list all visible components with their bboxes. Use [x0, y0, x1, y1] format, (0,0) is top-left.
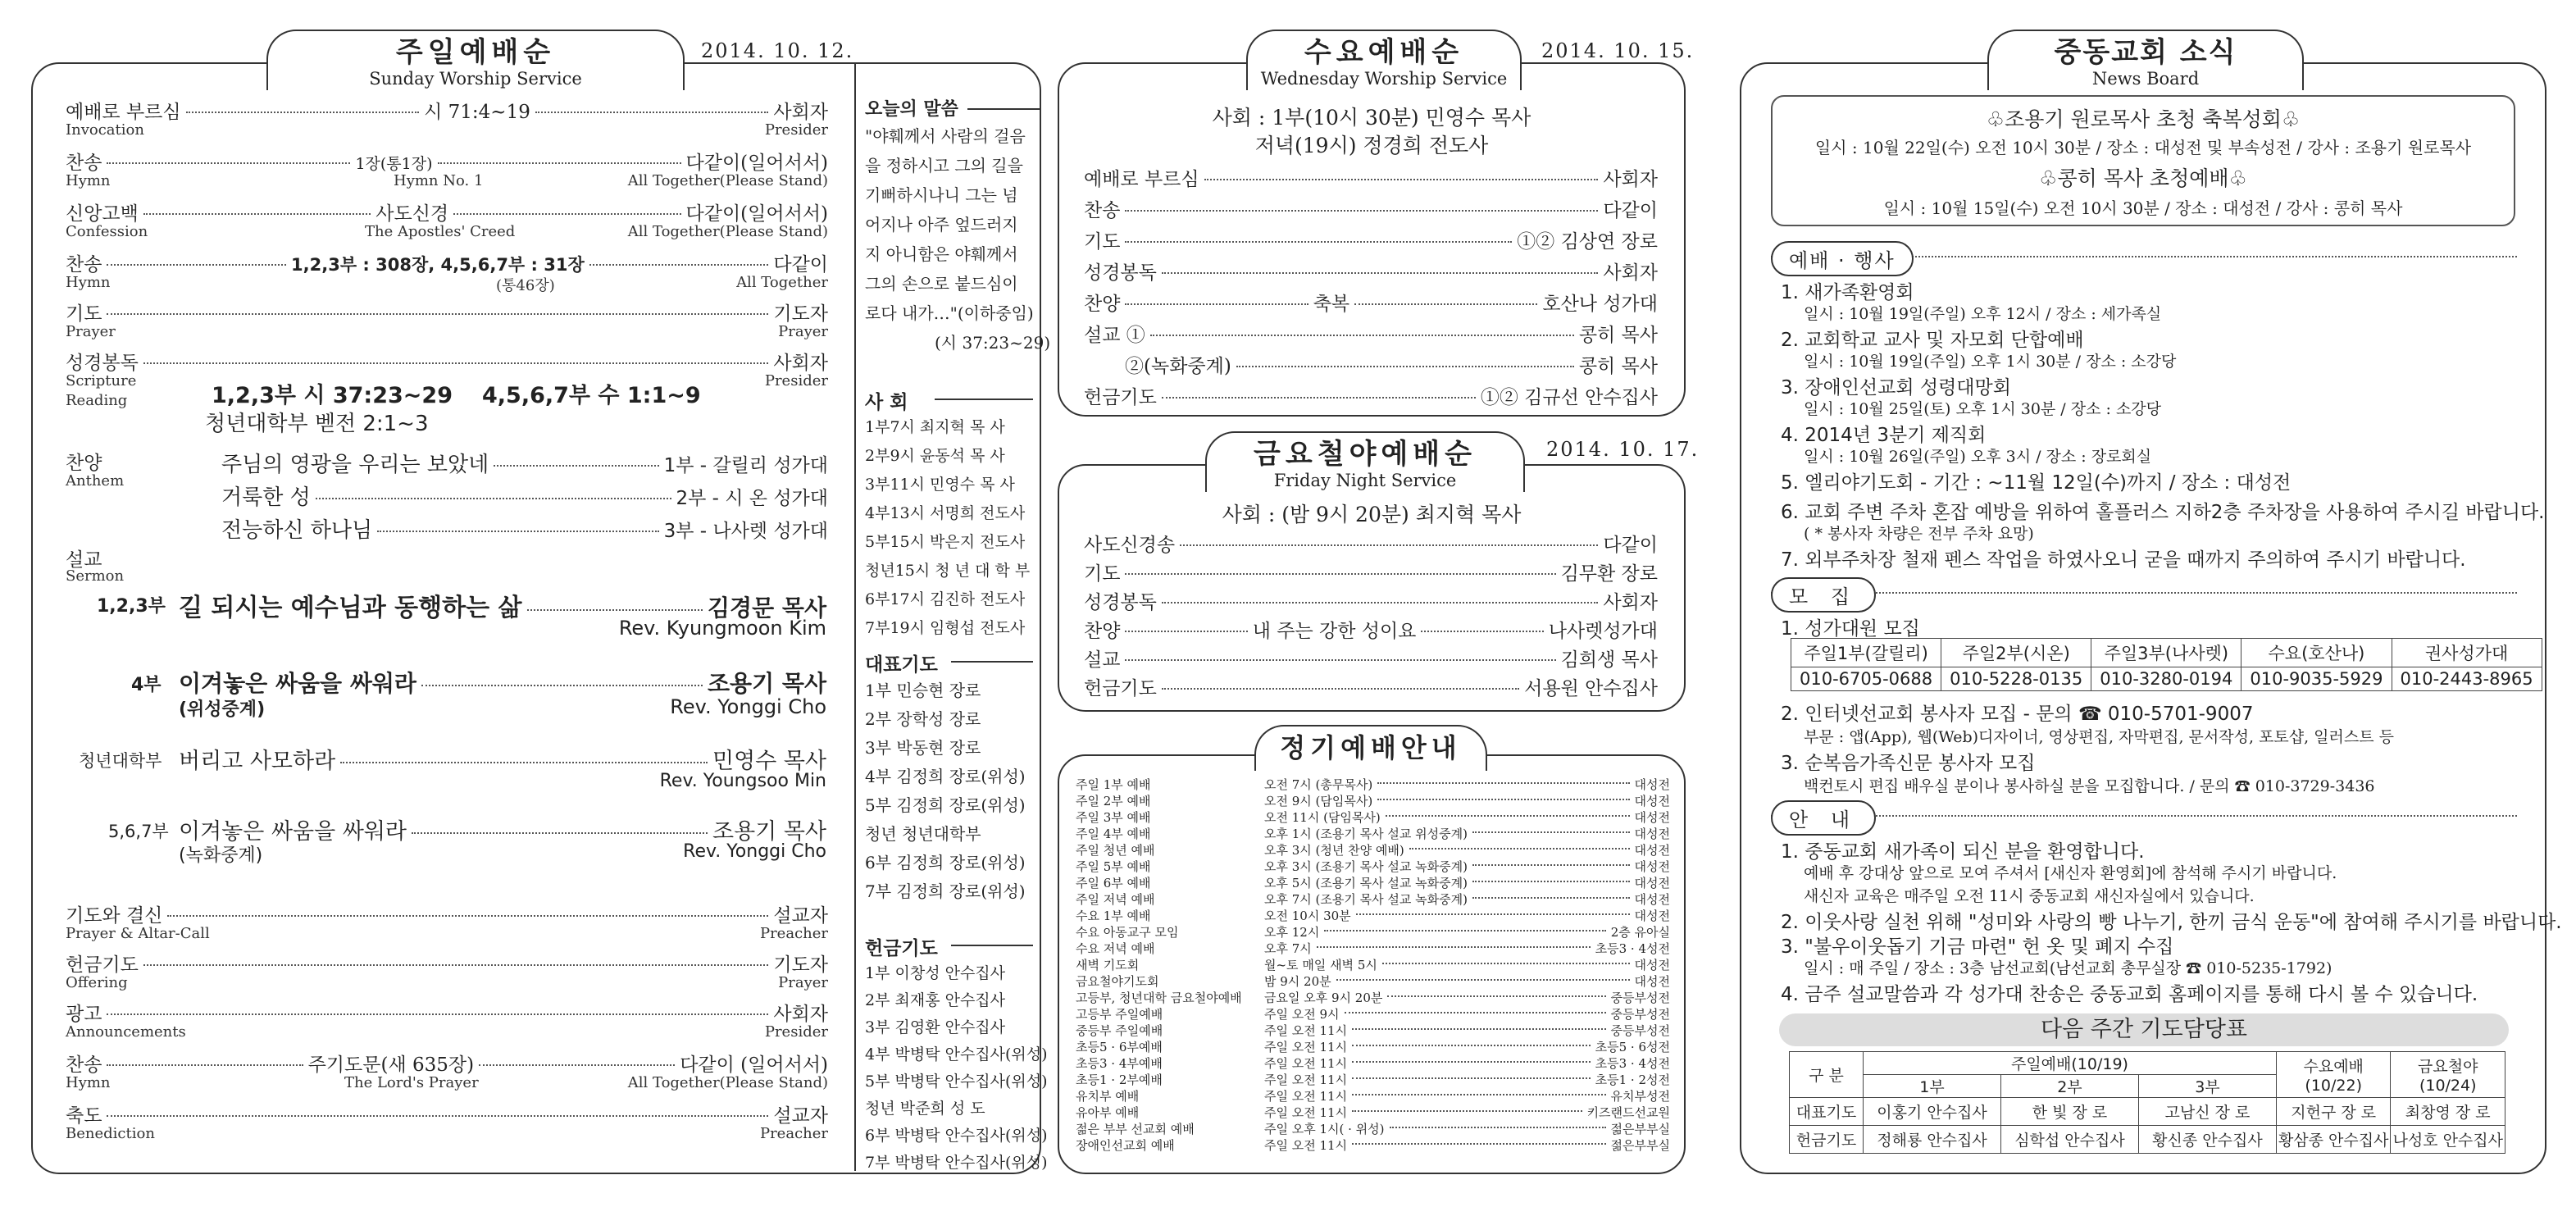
side-line: 5부 김정희 장로(위성) [865, 795, 1026, 815]
order-row [1084, 530, 1658, 557]
schedule-time: 주일 오전 11시 [1264, 1073, 1348, 1087]
schedule-name: 주일 3부 예배 [1076, 810, 1151, 825]
choir-tel-cell: 010-5228-0135 [1941, 667, 2091, 691]
event-detail: 일시 : 10월 26일(주일) 오후 3시 / 장소 : 장로회실 [1804, 448, 2152, 466]
friday-title-tab: 금요철야예배순 Friday Night Service [1205, 431, 1525, 492]
dot-leader [1162, 688, 1519, 690]
schedule-time: 오전 11시 (담임목사) [1264, 810, 1381, 825]
order-right: 김희생 목사 [1560, 649, 1658, 671]
event-title: 2. 교회학교 교사 및 자모회 단합예배 [1781, 330, 2084, 351]
schedule-name: 수요 아동교구 모임 [1076, 925, 1179, 940]
schedule-place: 초등3 · 4성전 [1595, 941, 1670, 956]
schedule-row [1076, 792, 1670, 809]
duty-cell: 정해룡 안수집사 [1864, 1126, 2001, 1154]
dot-leader [1352, 1045, 1591, 1046]
schedule-place: 대성전 [1634, 794, 1670, 808]
side-line: 2부 장학성 장로 [865, 709, 981, 729]
duty-cell: 헌금기도 [1790, 1126, 1864, 1154]
choir-tel-cell: 010-6705-0688 [1791, 667, 1941, 691]
dot-leader [1352, 1077, 1591, 1079]
schedule-time: 오후 7시 [1264, 941, 1312, 956]
event-detail: 일시 : 10월 19일(주일) 오후 12시 / 장소 : 세가족실 [1804, 305, 2162, 323]
dot-leader [1236, 366, 1574, 367]
schedule-place: 대성전 [1634, 909, 1670, 923]
order-right: 콩히 목사 [1578, 356, 1658, 377]
dot-leader [1125, 241, 1512, 243]
schedule-name: 주일 청년 예배 [1076, 843, 1155, 858]
schedule-time: 오전 7시 (총무목사) [1264, 777, 1373, 792]
schedule-row [1076, 1005, 1670, 1023]
dot-leader [1125, 303, 1308, 305]
side-line: 지 아니함은 야훼께서 [865, 244, 1018, 264]
choir-head-cell: 주일2부(시온) [1941, 639, 2091, 667]
schedule-name: 유치부 예배 [1076, 1089, 1140, 1104]
order-row [1084, 289, 1658, 316]
order-label: 기도 [1084, 563, 1121, 585]
friday-date: 2014. 10. 17. [1546, 438, 1700, 461]
duty-cell: 황삼종 안수집사 [2276, 1126, 2391, 1154]
dot-leader [1352, 1094, 1605, 1095]
order-row [1084, 616, 1658, 643]
side-line: 4부 박병탁 안수집사(위성) [865, 1045, 1048, 1064]
schedule-place: 초등5 · 6성전 [1595, 1040, 1670, 1054]
order-label: 사도신경송 [1084, 535, 1176, 556]
choir-head-cell: 주일1부(갈릴리) [1791, 639, 1941, 667]
side-line: 을 정하시고 그의 길을 [865, 156, 1023, 175]
dot-leader [1352, 1061, 1591, 1063]
side-line: 그의 손으로 붙드심이 [865, 274, 1018, 294]
order-label: 찬송 [1084, 200, 1121, 221]
schedule-place: 중등부성전 [1610, 991, 1670, 1005]
dot-leader [1409, 848, 1630, 849]
schedule-row [1076, 1022, 1670, 1039]
schedule-row [1076, 989, 1670, 1006]
order-row [1084, 587, 1658, 614]
schedule-name: 주일 저녁 예배 [1076, 892, 1155, 907]
duty-cell: 최창영 장 로 [2391, 1098, 2505, 1126]
duty-cell: 황신종 안수집사 [2138, 1126, 2276, 1154]
event-detail: 일시 : 10월 25일(토) 오후 1시 30분 / 장소 : 소강당 [1804, 400, 2162, 418]
schedule-place: 2층 유아실 [1610, 925, 1670, 940]
order-mid: 내 주는 강한 성이요 [1252, 621, 1417, 642]
schedule-name: 초등3 · 4부예배 [1076, 1056, 1163, 1071]
order-label: 설교 ① [1084, 325, 1145, 346]
dot-leader [1150, 335, 1574, 336]
schedule-place: 대성전 [1634, 843, 1670, 858]
schedule-row [1076, 1054, 1670, 1072]
order-right: 김무환 장로 [1560, 563, 1658, 585]
side-line: 7부 김정희 장로(위성) [865, 881, 1026, 901]
choir-head-cell: 수요(호산나) [2241, 639, 2392, 667]
sunday-title-tab [266, 30, 685, 90]
side-line: 4부13시 서명희 전도사 [865, 504, 1026, 522]
event-detail: 일시 : 10월 19일(주일) 오후 1시 30분 / 장소 : 소강당 [1804, 353, 2177, 371]
schedule-time: 오후 1시 (조용기 목사 설교 위성중계) [1264, 827, 1468, 841]
schedule-row [1076, 874, 1670, 891]
side-line: 3부11시 민영수 목 사 [865, 476, 1015, 494]
wednesday-date: 2014. 10. 15. [1541, 39, 1695, 62]
choir-tel-cell: 010-2443-8965 [2392, 667, 2542, 691]
schedule-row [1076, 808, 1670, 826]
schedule-row [1076, 858, 1670, 875]
schedule-place: 대성전 [1634, 810, 1670, 825]
duty-cell: 대표기도 [1790, 1098, 1864, 1126]
schedule-name: 주일 4부 예배 [1076, 827, 1151, 841]
choir-table [1791, 638, 2542, 691]
schedule-name: 금요철야기도회 [1076, 974, 1159, 989]
schedule-row [1076, 1136, 1670, 1154]
choir-tel-cell: 010-9035-5929 [2241, 667, 2392, 691]
schedule-time: 오전 10시 30분 [1264, 909, 1351, 923]
order-row [1084, 164, 1658, 191]
dot-leader [1162, 397, 1476, 399]
side-line: 6부17시 김진하 전도사 [865, 590, 1026, 608]
dot-leader [1390, 1127, 1606, 1128]
schedule-name: 주일 2부 예배 [1076, 794, 1151, 808]
schedule-time: 주일 오전 9시 [1264, 1007, 1340, 1022]
event-detail: ( * 봉사자 차량은 전부 주차 요망) [1804, 525, 2034, 543]
regular-title-tab: 정기예배안내 [1254, 725, 1487, 771]
schedule-row [1076, 940, 1670, 957]
dot-leader [1125, 631, 1247, 632]
order-row [1084, 226, 1658, 253]
order-right: 사회자 [1603, 592, 1658, 613]
dot-leader [1382, 963, 1630, 964]
schedule-place: 대성전 [1634, 892, 1670, 907]
schedule-time: 월~토 매일 새벽 5시 [1264, 958, 1377, 972]
schedule-time: 오후 7시 (조용기 목사 설교 녹화중계) [1264, 892, 1468, 907]
schedule-row [1076, 1104, 1670, 1121]
dot-leader [1386, 815, 1630, 817]
dot-leader [1204, 179, 1599, 180]
schedule-time: 주일 오전 11시 [1264, 1089, 1348, 1104]
duty-cell: 나성호 안수집사 [2391, 1126, 2505, 1154]
event-title: 6. 교회 주변 주차 혼잡 예방을 위하여 홀플러스 지하2층 주차장을 사용하여 주시길 바랍니다. [1781, 502, 2545, 523]
schedule-row [1076, 776, 1670, 793]
sunday-subtitle: Sunday Worship Service [369, 69, 582, 89]
order-label: 성경봉독 [1084, 592, 1157, 613]
notice-title: 2. 이웃사랑 실천 위해 "성미와 사랑의 빵 나누기, 한끼 금식 운동"에 참여해 주시기를 바랍니다. [1781, 912, 2562, 933]
dot-leader [1377, 799, 1629, 800]
side-line: 7부 박병탁 안수집사(위성) [865, 1154, 1048, 1172]
side-line: 로다 내가…"(이하중임) [865, 303, 1034, 323]
order-right: ①② 김규선 안수집사 [1480, 387, 1658, 408]
notice-title: 4. 금주 설교말씀과 각 성가대 찬송은 중동교회 홈페이지를 통해 다시 볼 수 있습니다. [1781, 984, 2478, 1005]
schedule-time: 밤 9시 20분 [1264, 974, 1331, 989]
order-label: 찬양 [1084, 621, 1121, 642]
order-right: 콩히 목사 [1578, 325, 1658, 346]
schedule-time: 주일 오후 1시( · 위성) [1264, 1122, 1385, 1136]
order-label: 성경봉독 [1084, 262, 1157, 284]
dot-leader [1180, 544, 1598, 546]
order-row [1084, 257, 1658, 285]
dot-leader [1352, 1028, 1605, 1030]
schedule-place: 대성전 [1634, 859, 1670, 874]
order-right: 다같이 [1603, 200, 1658, 221]
schedule-row [1076, 841, 1670, 859]
schedule-place: 젊은부부실 [1610, 1138, 1670, 1153]
schedule-place: 중등부성전 [1610, 1007, 1670, 1022]
schedule-row [1076, 1087, 1670, 1105]
order-right: 사회자 [1603, 169, 1658, 190]
schedule-name: 고등부 주일예배 [1076, 1007, 1163, 1022]
schedule-row [1076, 923, 1670, 941]
schedule-name: 초등5 · 6부예배 [1076, 1040, 1163, 1054]
order-right: 호산나 성가대 [1542, 294, 1658, 315]
schedule-row [1076, 890, 1670, 908]
schedule-name: 유아부 예배 [1076, 1105, 1140, 1120]
side-line: 5부15시 박은지 전도사 [865, 533, 1026, 551]
sunday-date: 2014. 10. 12. [701, 39, 854, 62]
dot-leader [1336, 979, 1630, 981]
side-line: 기뻐하시나니 그는 넘 [865, 185, 1018, 205]
schedule-time: 주일 오전 11시 [1264, 1105, 1348, 1120]
dot-leader [1352, 1143, 1605, 1145]
schedule-time: 주일 오전 11시 [1264, 1056, 1348, 1071]
side-line: 6부 박병탁 안수집사(위성) [865, 1127, 1048, 1145]
schedule-name: 주일 6부 예배 [1076, 876, 1151, 890]
schedule-place: 초등3 · 4성전 [1595, 1056, 1670, 1071]
section-notice: 안 내 [1771, 800, 1876, 836]
notice-detail: 예배 후 강대상 앞으로 모여 주셔서 [새신자 환영회]에 참석해 주시기 바랍니다. [1804, 864, 2337, 882]
sunday-title: 주일예배순 [395, 36, 556, 69]
order-label: 헌금기도 [1084, 678, 1157, 699]
schedule-name: 고등부, 청년대학 금요철야예배 [1076, 991, 1242, 1005]
wednesday-title-tab: 수요예배순 Wednesday Worship Service [1246, 30, 1522, 90]
section-events: 예배 · 행사 [1771, 241, 1914, 276]
order-right: 사회자 [1603, 262, 1658, 284]
schedule-place: 대성전 [1634, 974, 1670, 989]
schedule-time: 주일 오전 11시 [1264, 1023, 1348, 1038]
schedule-place: 대성전 [1634, 777, 1670, 792]
dot-leader [1356, 913, 1630, 915]
order-right: 다같이 [1603, 535, 1658, 556]
schedule-time: 주일 오전 11시 [1264, 1040, 1348, 1054]
schedule-time: 오후 5시 (조용기 목사 설교 녹화중계) [1264, 876, 1468, 890]
dot-leader [1472, 897, 1630, 899]
order-row [1084, 382, 1658, 409]
schedule-name: 수요 저녁 예배 [1076, 941, 1155, 956]
order-row [1084, 673, 1658, 700]
choir-head-cell: 주일3부(나사렛) [2091, 639, 2241, 667]
schedule-name: 중등부 주일예배 [1076, 1023, 1163, 1038]
side-line: 청년 청년대학부 [865, 824, 981, 844]
dot-leader [1472, 864, 1630, 866]
side-line: "야훼께서 사람의 걸음 [865, 126, 1026, 146]
schedule-place: 초등1 · 2성전 [1595, 1073, 1670, 1087]
side-line: 어지나 아주 엎드러지 [865, 215, 1018, 235]
schedule-row [1076, 907, 1670, 924]
order-mid: 축복 [1313, 294, 1350, 315]
duty-cell: 고남신 장 로 [2138, 1098, 2276, 1126]
dot-leader [1317, 946, 1591, 948]
schedule-time: 오후 3시 (청년 찬양 예배) [1264, 843, 1404, 858]
order-row [1084, 195, 1658, 222]
order-label: 기도 [1084, 231, 1121, 253]
side-line: 1부 이창성 안수집사 [865, 964, 1005, 982]
schedule-name: 젊은 부부 선교회 예배 [1076, 1122, 1195, 1136]
schedule-place: 중등부성전 [1610, 1023, 1670, 1038]
dot-leader [1125, 573, 1555, 575]
event-title: 7. 외부주차장 철재 펜스 작업을 하였사오니 굳을 때까지 주의하여 주시기 바랍니다. [1781, 549, 2466, 571]
schedule-row [1076, 972, 1670, 990]
duty-table: 구 분 주일예배(10/19) 수요예배 (10/22) 금요철야 (10/24) 1부 2부 3부 대표기도 이홍기 안수집사 한 빛 장 로 고남신 장 로 지헌구 장 로 최창영 장 로 헌금기도 정해룡 안수집사 심학섭 안수집사 황신종 안수집사 황삼종 안수집사 나성호 안수집사 [1789, 1051, 2505, 1154]
word-title: 오늘의 말씀 [865, 99, 958, 120]
schedule-time: 금요일 오후 9시 20분 [1264, 991, 1383, 1005]
dot-leader [1162, 602, 1598, 604]
notice-detail: 일시 : 매 주일 / 장소 : 3층 남선교회(남선교회 총무실장 ☎ 010-5235-1792) [1804, 959, 2333, 977]
side-line: (시 37:23~29) [935, 333, 1051, 353]
dot-leader [1162, 272, 1598, 274]
order-label: ②(녹화중계) [1125, 356, 1231, 377]
order-right: 서용원 안수집사 [1524, 678, 1658, 699]
schedule-place: 유치부성전 [1610, 1089, 1670, 1104]
schedule-place: 키즈랜드선교원 [1586, 1105, 1670, 1120]
duty-title: 다음 주간 기도담당표 [1779, 1013, 2509, 1046]
schedule-row [1076, 1071, 1670, 1088]
schedule-name: 수요 1부 예배 [1076, 909, 1151, 923]
dot-leader [1125, 210, 1598, 212]
side-line: 청년15시 청 년 대 학 부 [865, 562, 1031, 580]
dot-leader [1472, 881, 1630, 882]
side-line: 3부 김영환 안수집사 [865, 1018, 1005, 1036]
duty-cell: 이홍기 안수집사 [1864, 1098, 2001, 1126]
schedule-name: 초등1 · 2부예배 [1076, 1073, 1163, 1087]
event-title: 4. 2014년 3분기 제직회 [1781, 425, 1987, 446]
schedule-row [1076, 1120, 1670, 1137]
side-line: 3부 박동현 장로 [865, 738, 981, 758]
order-row [1084, 644, 1658, 672]
side-line: 1부7시 최지혁 목 사 [865, 418, 1005, 436]
schedule-place: 대성전 [1634, 958, 1670, 972]
schedule-time: 주일 오전 11시 [1264, 1138, 1348, 1153]
order-right: ①② 김상연 장로 [1517, 231, 1658, 253]
order-label: 예배로 부르심 [1084, 169, 1199, 190]
side-line: 6부 김정희 장로(위성) [865, 853, 1026, 872]
dot-leader [1352, 1110, 1582, 1112]
schedule-row [1076, 825, 1670, 842]
choir-head-cell: 권사성가대 [2392, 639, 2542, 667]
schedule-row [1076, 1038, 1670, 1055]
side-line: 청년 박준희 성 도 [865, 1100, 985, 1118]
side-line: 5부 박병탁 안수집사(위성) [865, 1073, 1048, 1091]
order-right: 나사렛성가대 [1548, 621, 1658, 642]
side-line: 4부 김정희 장로(위성) [865, 767, 1026, 786]
order-label: 헌금기도 [1084, 387, 1157, 408]
schedule-name: 주일 1부 예배 [1076, 777, 1151, 792]
side-line: 2부 최재홍 안수집사 [865, 991, 1005, 1009]
order-row [1125, 351, 1658, 378]
order-row [1084, 558, 1658, 585]
schedule-place: 대성전 [1634, 827, 1670, 841]
duty-cell: 한 빛 장 로 [2000, 1098, 2138, 1126]
notice-detail: 새신자 교육은 매주일 오전 11시 중동교회 새신자실에서 있습니다. [1804, 887, 2255, 905]
schedule-time: 오후 12시 [1264, 925, 1320, 940]
news-title-tab: 중동교회 소식 News Board [1987, 30, 2304, 90]
side-line: 7부19시 임형섭 전도사 [865, 619, 1026, 637]
side-line: 2부9시 윤동석 목 사 [865, 447, 1005, 465]
schedule-name: 새벽 기도회 [1076, 958, 1140, 972]
dot-leader [1125, 659, 1555, 661]
duty-cell: 심학섭 안수집사 [2000, 1126, 2138, 1154]
duty-cell: 지헌구 장 로 [2276, 1098, 2391, 1126]
order-row [1084, 320, 1658, 347]
dot-leader [1354, 303, 1537, 305]
schedule-row [1076, 956, 1670, 973]
schedule-name: 장애인선교회 예배 [1076, 1138, 1175, 1153]
schedule-time: 오전 9시 (담임목사) [1264, 794, 1373, 808]
dot-leader [1472, 831, 1630, 833]
schedule-place: 대성전 [1634, 876, 1670, 890]
schedule-time: 오후 3시 (조용기 목사 설교 녹화중계) [1264, 859, 1468, 874]
notice-title: 3. "불우이웃돕기 기금 마련" 헌 옷 및 폐지 수집 [1781, 936, 2174, 958]
dot-leader [1345, 1012, 1606, 1013]
dot-leader [1324, 930, 1605, 931]
schedule-place: 젊은부부실 [1610, 1122, 1670, 1136]
schedule-name: 주일 5부 예배 [1076, 859, 1151, 874]
dot-leader [1421, 631, 1543, 632]
event-title: 1. 새가족환영회 [1781, 282, 1914, 303]
notice-title: 1. 중동교회 새가족이 되신 분을 환영합니다. [1781, 841, 2145, 863]
event-title: 5. 엘리야기도회 - 기간 : ~11월 12일(수)까지 / 장소 : 대성전 [1781, 472, 2292, 494]
order-label: 설교 [1084, 649, 1121, 671]
event-title: 3. 장애인선교회 성령대망회 [1781, 377, 2011, 399]
choir-tel-cell: 010-3280-0194 [2091, 667, 2241, 691]
dot-leader [1377, 782, 1629, 784]
order-label: 찬양 [1084, 294, 1121, 315]
dot-leader [1387, 995, 1605, 997]
section-recruit: 모 집 [1771, 577, 1876, 613]
side-line: 1부 민승현 장로 [865, 681, 981, 700]
